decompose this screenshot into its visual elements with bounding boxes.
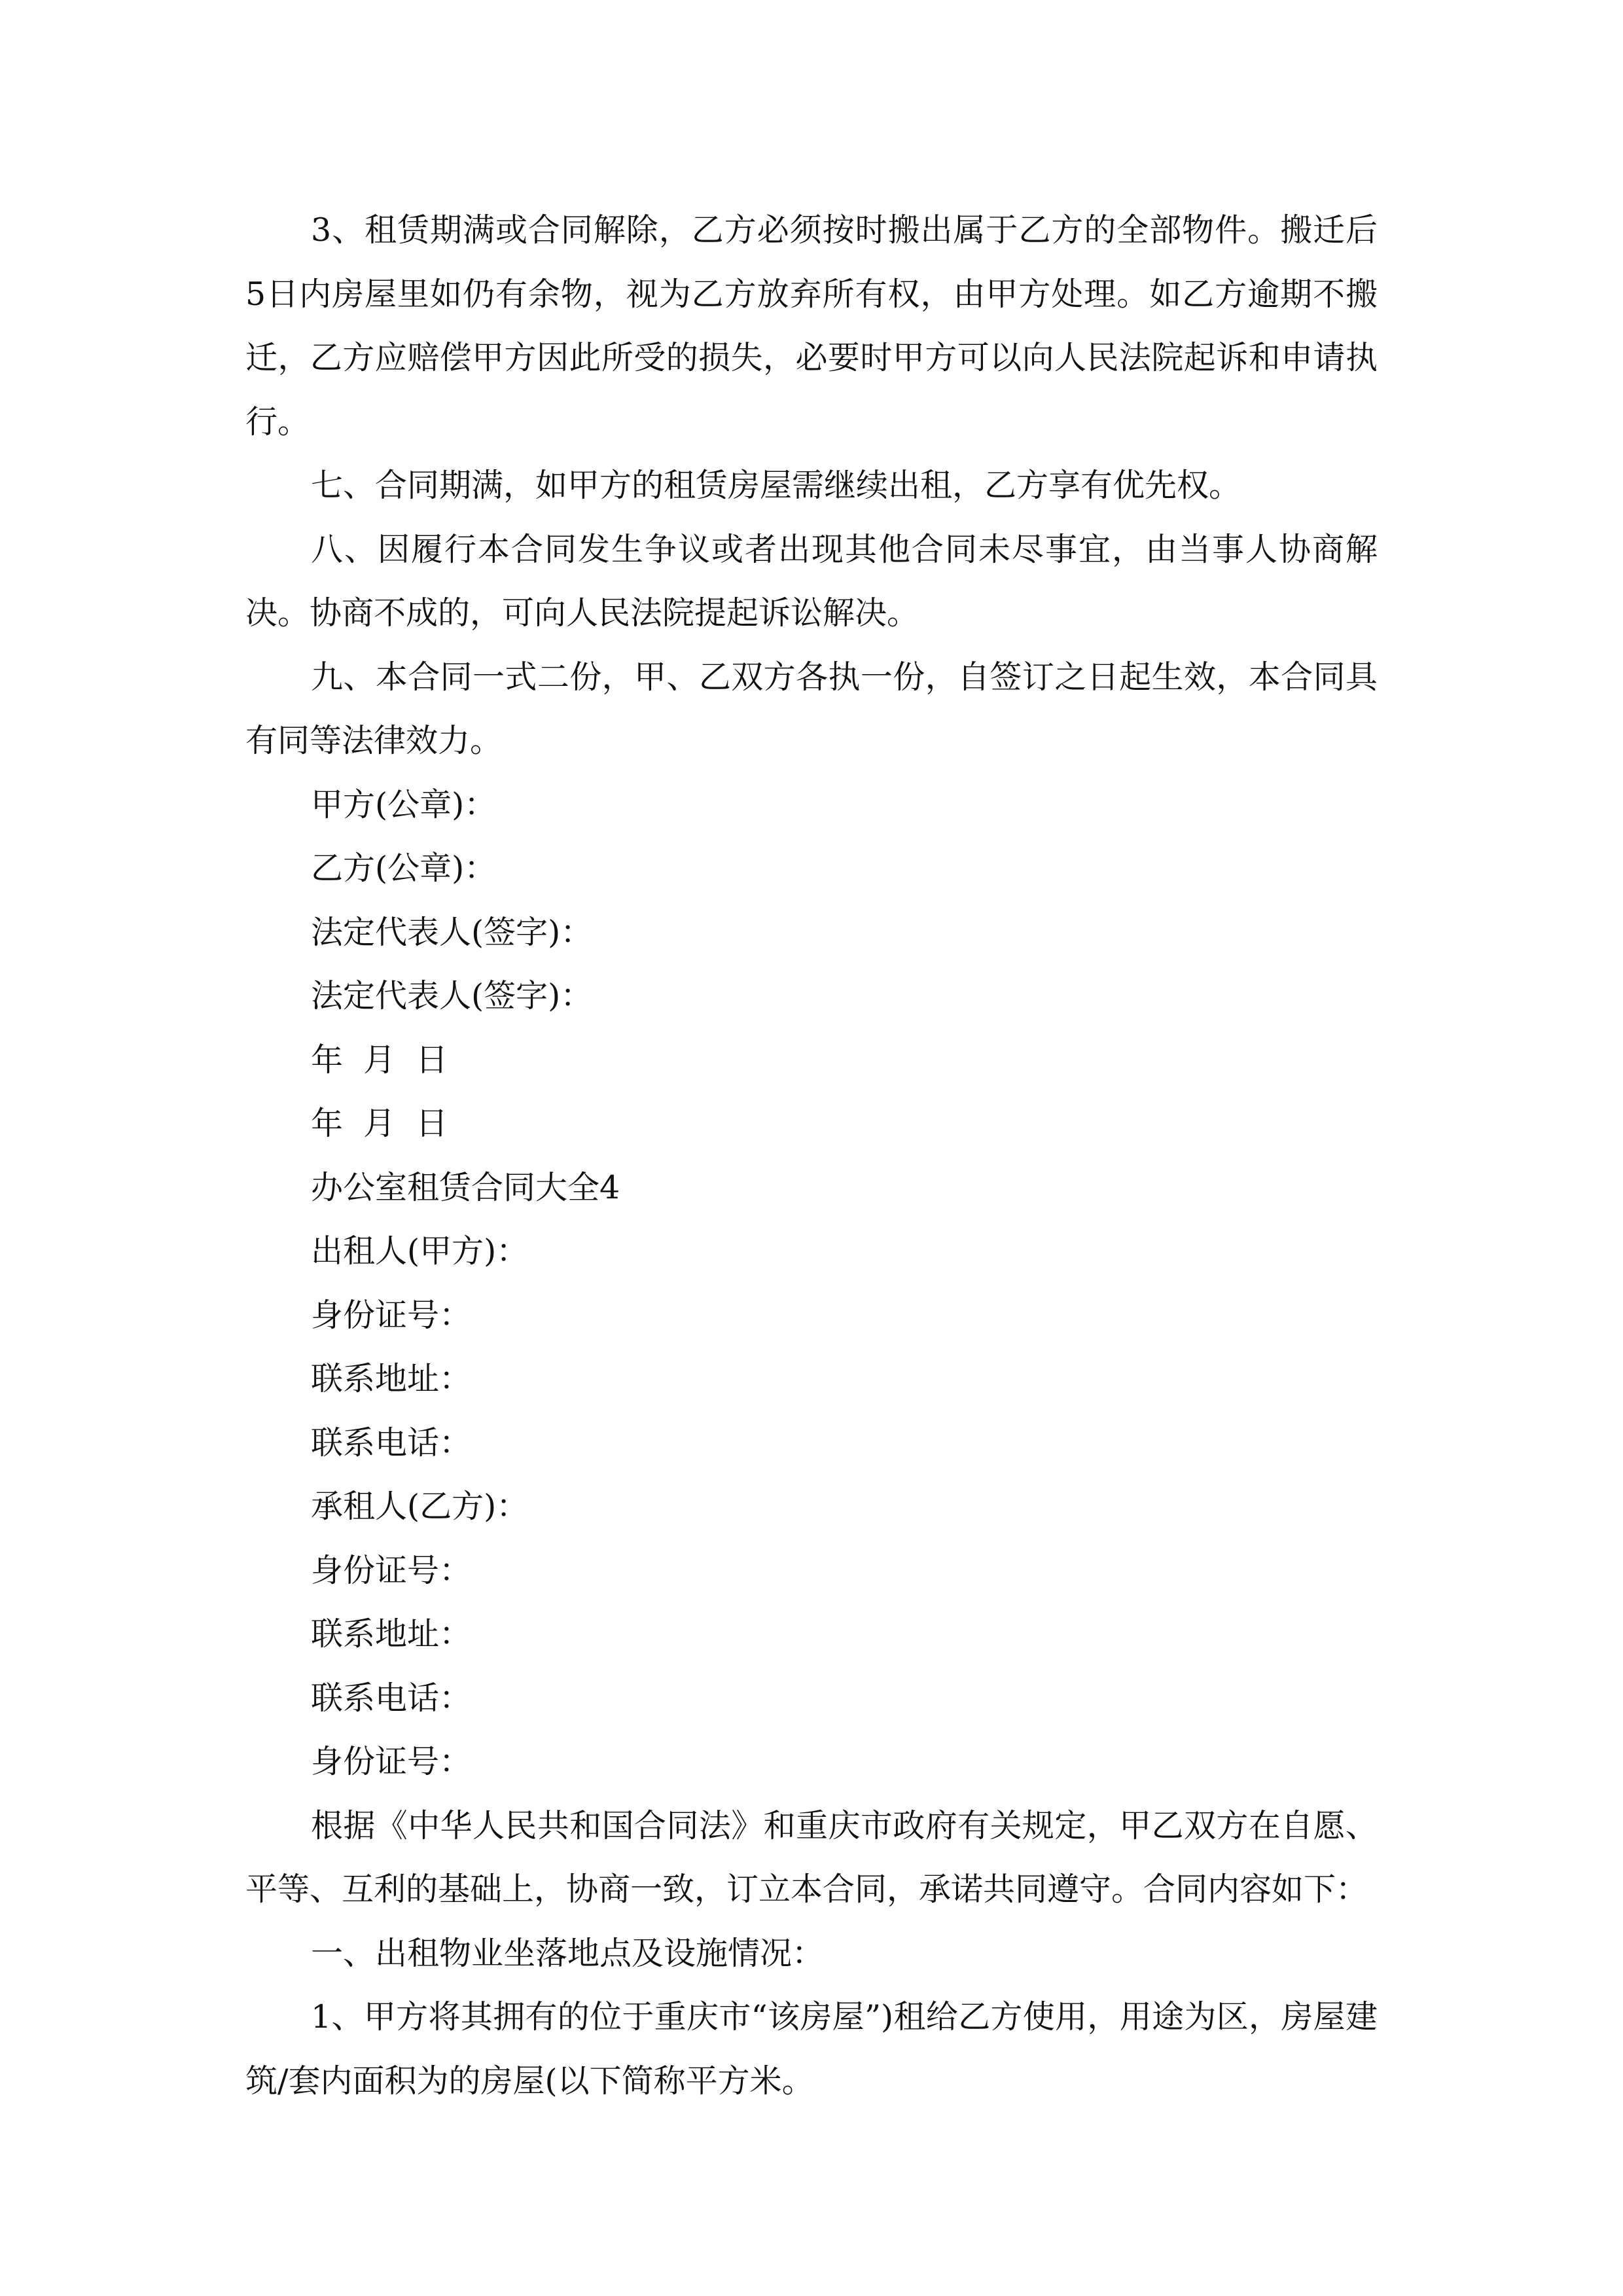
address-line: 联系地址： [311,1615,472,1653]
phone-line: 联系电话： [311,1424,472,1462]
legal-rep-signature-line: 法定代表人(签字)： [311,977,593,1014]
document-body [245,198,1378,2113]
section-title: 办公室租赁合同大全4 [311,1168,620,1206]
clause-1-paragraph: 1、甲方将其拥有的位于重庆市“该房屋”)租给乙方使用，用途为区，房屋建筑/套内面积为的房屋(以下简称平方米。 [245,1998,1378,2100]
clause-3-paragraph: 3、租赁期满或合同解除，乙方必须按时搬出属于乙方的全部物件。搬迁后5日内房屋里如仍有余物，视为乙方放弃所有权，由甲方处理。如乙方逾期不搬迁，乙方应赔偿甲方因此所受的损失，必要时甲方可以向人民法院起诉和申请执行。 [245,211,1378,440]
id-number-line: 身份证号： [311,1743,472,1780]
section-1-heading: 一、出租物业坐落地点及设施情况： [311,1934,825,1972]
clause-9-paragraph: 九、本合同一式二份，甲、乙双方各执一份，自签订之日起生效，本合同具有同等法律效力。 [245,658,1378,759]
date-line: 年 月 日 [311,1105,448,1142]
legal-rep-signature-line: 法定代表人(签字)： [311,913,593,951]
address-line: 联系地址： [311,1360,472,1397]
clause-7-paragraph: 七、合同期满，如甲方的租赁房屋需继续出租，乙方享有优先权。 [311,467,1241,504]
clause-8-paragraph: 八、因履行本合同发生争议或者出现其他合同未尽事宜，由当事人协商解决。协商不成的，可向人民法院提起诉讼解决。 [245,530,1378,632]
id-number-line: 身份证号： [311,1296,472,1334]
party-a-seal-line: 甲方(公章)： [311,785,497,823]
party-b-seal-line: 乙方(公章)： [311,850,497,887]
date-line: 年 月 日 [311,1041,448,1079]
lessor-line: 出租人(甲方)： [311,1232,529,1270]
id-number-line: 身份证号： [311,1551,472,1589]
lessee-line: 承租人(乙方)： [311,1488,529,1525]
phone-line: 联系电话： [311,1679,472,1717]
preamble-paragraph: 根据《中华人民共和国合同法》和重庆市政府有关规定，甲乙双方在自愿、平等、互利的基础上，协商一致，订立本合同，承诺共同遵守。合同内容如下： [245,1806,1378,1908]
